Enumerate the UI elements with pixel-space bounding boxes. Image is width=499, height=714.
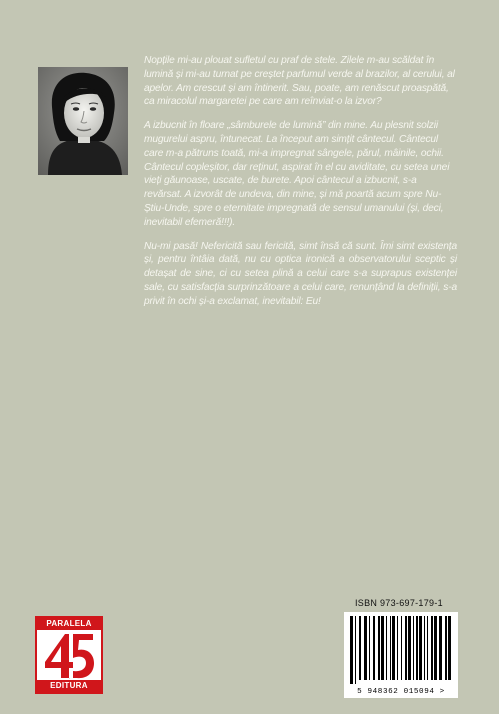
barcode-bar [431,616,433,680]
barcode-bar [439,616,442,680]
barcode-bar [364,616,367,680]
barcode-bar [405,616,407,680]
author-photo [38,67,128,175]
barcode-bar [392,616,395,680]
barcode-bar [445,616,447,680]
publisher-name-top: PARALELA [37,618,101,630]
barcode-bar [369,616,370,680]
barcode-bar [378,616,380,680]
barcode-bars [344,612,458,686]
barcode-bar [434,616,437,680]
publisher-name-bottom: EDITURA [37,680,101,692]
barcode-bar [413,616,414,680]
barcode-bar [408,616,411,680]
barcode-bar [350,616,353,684]
barcode-bar [397,616,398,680]
isbn-number: ISBN 973-697-179-1 [355,598,443,608]
cover-paragraph-1: Nopțile mi-au plouat sufletul cu praf de stele. Zilele m-au scăldat în lumină și mi-au turnat pe creștet parfumul verde al brazilor, al cerului, al apelor. Am crescut și am întinerit. Sau, poate, am renăscut proaspătă, ca miracolul margaretei pe care am reînviat-o la izvor? [144,55,455,108]
barcode-bar [386,616,387,680]
barcode-bar [427,616,428,680]
barcode-bar [373,616,375,680]
barcode-bar [359,616,361,680]
barcode-bar [381,616,384,680]
cover-text [144,54,457,319]
barcode-bar [448,616,451,680]
barcode-bar [416,616,418,680]
cover-paragraph-3: Nu-mi pasă! Nefericită sau fericită, simt însă că sunt. Îmi simt existența și, pentru întâia dată, nu cu optica ironică a observatorului sceptic și detașat de sine, ci cu setea plină a celui care s-a suprapus existenței sale, cu satisfacția surprinzătoare a celui care, renunțând la definiții, s-a privit în ochi și-a exclamat, inevitabil: Eu! [144,240,457,307]
publisher-logo [35,616,103,694]
barcode-bar [419,616,422,680]
cover-paragraph-2: A izbucnit în floare „sâmburele de lumină” din mine. Au plesnit solzii mugurelui aspru, întunecat. La început am simțit cântecul. Cântecul care m-a pătruns toată, mi-a impregnat sângele, părul, mâinile, ochii. Cântecul copleșitor, dar reținut, aspirat în el cu aviditate, cu setea unei vieți găunoase, uscate, de burete. Apoi cântecul a izbucnit, s-a revărsat. A izvorât de undeva, din mine, și mă poartă acum spre Nu-Știu-Unde, spre o eternitate impregnată de sensul umanului (și, deci, inevitabil efemeră!!!). [144,120,450,228]
barcode-bar [401,616,402,680]
barcode-bar [390,616,391,680]
publisher-number-graphic [43,632,95,680]
author-portrait [38,67,128,175]
barcode [344,612,458,698]
barcode-bar [424,616,425,680]
barcode-digits: 5 948362 015094 > [357,688,445,696]
barcode-bar [355,616,356,684]
